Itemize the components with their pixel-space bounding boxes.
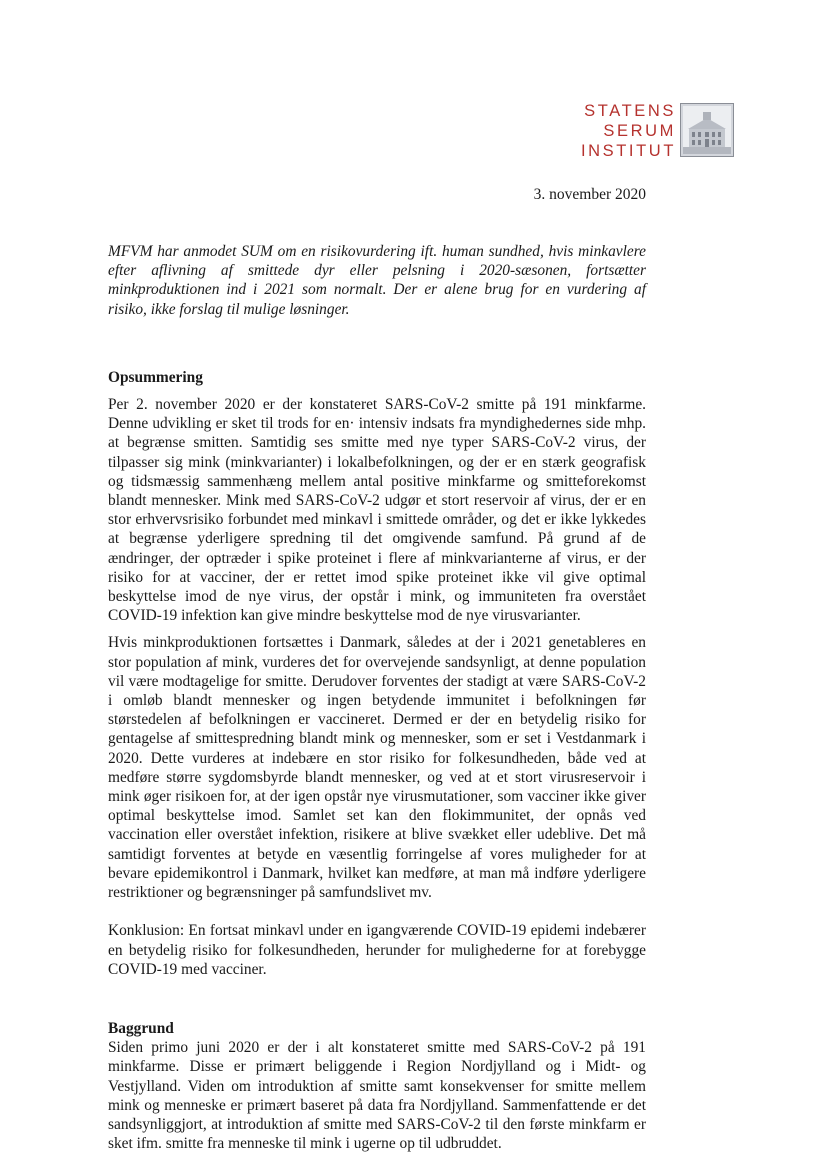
background-paragraph: Siden primo juni 2020 er der i alt konstateret smitte med SARS-CoV-2 på 191 minkfarme. Disse er primært beliggende i Region Nordjylland og i Midt- og Vestjylland. Viden om introduktion af smitte samt konsekvenser for smitte mellem mink og menneske er primært baseret på data fra Nordjylland. Sammenfattende er det sandsynliggjort, at introduktion af smitte med SARS-CoV-2 til den første minkfarm er sket ifm. smitte fra menneske til mink i ugerne op til udbruddet. — [108, 1039, 646, 1153]
ssi-logo — [560, 101, 740, 161]
intro-paragraph: MFVM har anmodet SUM om en risikovurdering ift. human sundhed, hvis minkavlere efter aflivning af smittede dyr eller pelsning i 2020-sæsonen, fortsætter minkproduktionen ind i 2021 som normalt. Der er alene brug for en vurdering af risiko, ikke forslag til mulige løsninger. — [108, 243, 646, 318]
conclusion-paragraph: Konklusion: En fortsat minkavl under en igangværende COVID-19 epidemi indebærer en betydelig risiko for folkesundheden, herunder for mulighederne for at forebygge COVID-19 med vacciner. — [108, 922, 646, 978]
document-date: 3. november 2020 — [533, 186, 646, 203]
logo-line-serum: SERUM — [603, 122, 676, 140]
summary-paragraph-2: Hvis minkproduktionen fortsættes i Danmark, således at der i 2021 genetableres en stor population af mink, vurderes det for overvejende sandsynligt, at denne population vil være modtagelige for smitte. Derudover forventes der stadigt at være SARS-CoV-2 i omløb blandt mennesker og ingen betydende immunitet i befolkningen før størstedelen af befolkningen er vaccineret. Dermed er der en betydelig risiko for gentagelse af smittespredning blandt mink og mennesker, som er set i Vestdanmark i 2020. Dette vurderes at indebære en stor risiko for folkesundheden, både ved at medføre større sygdomsbyrde blandt mennesker, og ved at et stort virusreservoir i mink øger risikoen for, at der igen opstår nye virusmutationer, som vacciner ikke giver optimal beskyttelse imod. Samlet set kan den flokimmunitet, der opnås ved vaccination eller overstået infektion, risikere at blive svækket eller udeblive. Det må samtidigt forventes at betyde en væsentlig forringelse af vores muligheder for at bevare epidemikontrol i Danmark, hvilket kan medføre, at man må indføre yderligere restriktioner og begrænsninger på samfundslivet mv. — [108, 634, 646, 902]
logo-wordmark — [581, 101, 676, 161]
logo-line-institut: INSTITUT — [580, 142, 676, 160]
summary-paragraph-1: Per 2. november 2020 er der konstateret SARS-CoV-2 smitte på 191 minkfarme. Denne udvikling er sket til trods for en· intensiv indsats fra myndighedernes side mhp. at begrænse smitten. Samtidig ses smitte med nye typer SARS-CoV-2 virus, der tilpasser sig mink (minkvarianter) i lokalbefolkningen, og der er en stærk geografisk og tidsmæssig sammenhæng mellem antal positive minkfarme og smitteforekomst blandt mennesker. Mink med SARS-CoV-2 udgør et stort reservoir af virus, der er en stor erhvervsrisiko forbundet med minkavl i smittede områder, og det er ikke lykkedes at begrænse yderligere spredning til det omgivende samfund. På grund af de ændringer, der optræder i spike proteinet i flere af minkvarianterne af virus, er der risiko for at vacciner, der er rettet imod spike proteinet ikke vil give optimal beskyttelse imod de nye virus, der opstår i mink, og immuniteten fra overstået COVID-19 infektion kan give mindre beskyttelse mod de nye virusvarianter. — [108, 396, 646, 625]
summary-heading: Opsummering — [108, 368, 203, 386]
document-body — [108, 242, 646, 1153]
logo-line-statens: STATENS — [584, 102, 676, 120]
building-engraving-icon — [680, 103, 734, 157]
background-heading: Baggrund — [108, 1019, 174, 1037]
